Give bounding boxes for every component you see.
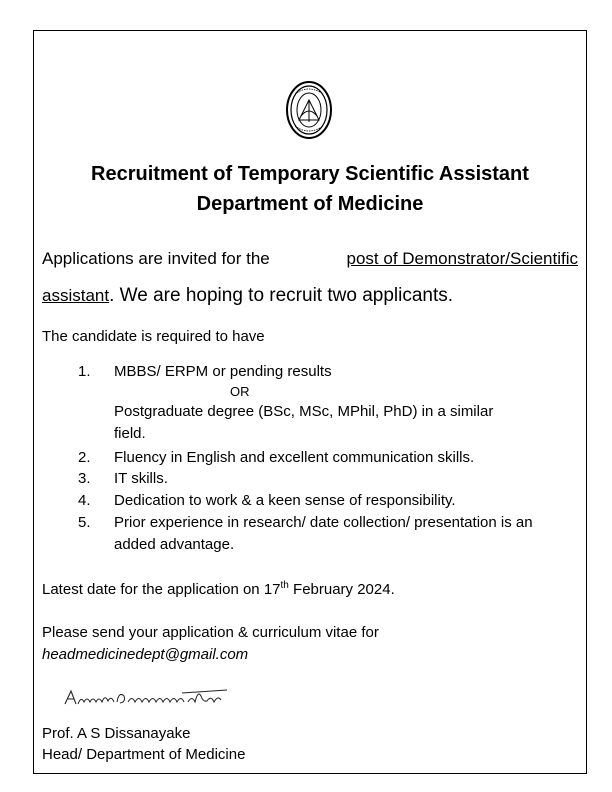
intro-text: Applications are invited for the	[42, 249, 270, 268]
title-line-1: Recruitment of Temporary Scientific Assistant	[91, 163, 529, 185]
signatory-position: Head/ Department of Medicine	[42, 746, 246, 763]
title-line-2: Department of Medicine	[196, 193, 424, 215]
or-separator: OR	[230, 384, 250, 399]
contact-text: Please send your application & curriculum vitae for	[42, 624, 379, 641]
intro-line-1	[42, 249, 578, 269]
requirement-text: MBBS/ ERPM or pending results	[114, 363, 332, 380]
university-seal-logo	[285, 80, 333, 140]
requirement-text: Prior experience in research/ date collection/ presentation is an	[114, 514, 533, 531]
application-deadline	[42, 580, 395, 598]
intro-line-2	[42, 285, 453, 307]
post-title-continued: assistant	[42, 286, 110, 305]
signatory-name: Prof. A S Dissanayake	[42, 725, 191, 742]
requirement-text: added advantage.	[114, 536, 235, 553]
requirement-number: 1.	[78, 363, 91, 380]
requirement-number: 5.	[78, 514, 91, 531]
deadline-ordinal: th	[280, 580, 289, 591]
contact-email: headmedicinedept@gmail.com	[42, 646, 249, 663]
requirement-text: IT skills.	[114, 470, 168, 487]
requirements-heading: The candidate is required to have	[42, 328, 265, 345]
requirement-text: Fluency in English and excellent communication skills.	[114, 449, 475, 466]
handwritten-signature	[62, 686, 232, 710]
deadline-text-end: February 2024.	[288, 581, 395, 598]
requirement-number: 4.	[78, 492, 91, 509]
requirement-text: Dedication to work & a keen sense of responsibility.	[114, 492, 456, 509]
post-title: post of Demonstrator/Scientific	[346, 249, 578, 268]
requirement-alt-text: Postgraduate degree (BSc, MSc, MPhil, PhD) in a similar	[114, 403, 494, 420]
requirement-alt-text: field.	[114, 425, 146, 442]
intro-text-2: . We are hoping to recruit two applicants.	[109, 285, 454, 306]
requirement-number: 2.	[78, 449, 91, 466]
requirement-number: 3.	[78, 470, 91, 487]
deadline-text: Latest date for the application on 17	[42, 581, 281, 598]
